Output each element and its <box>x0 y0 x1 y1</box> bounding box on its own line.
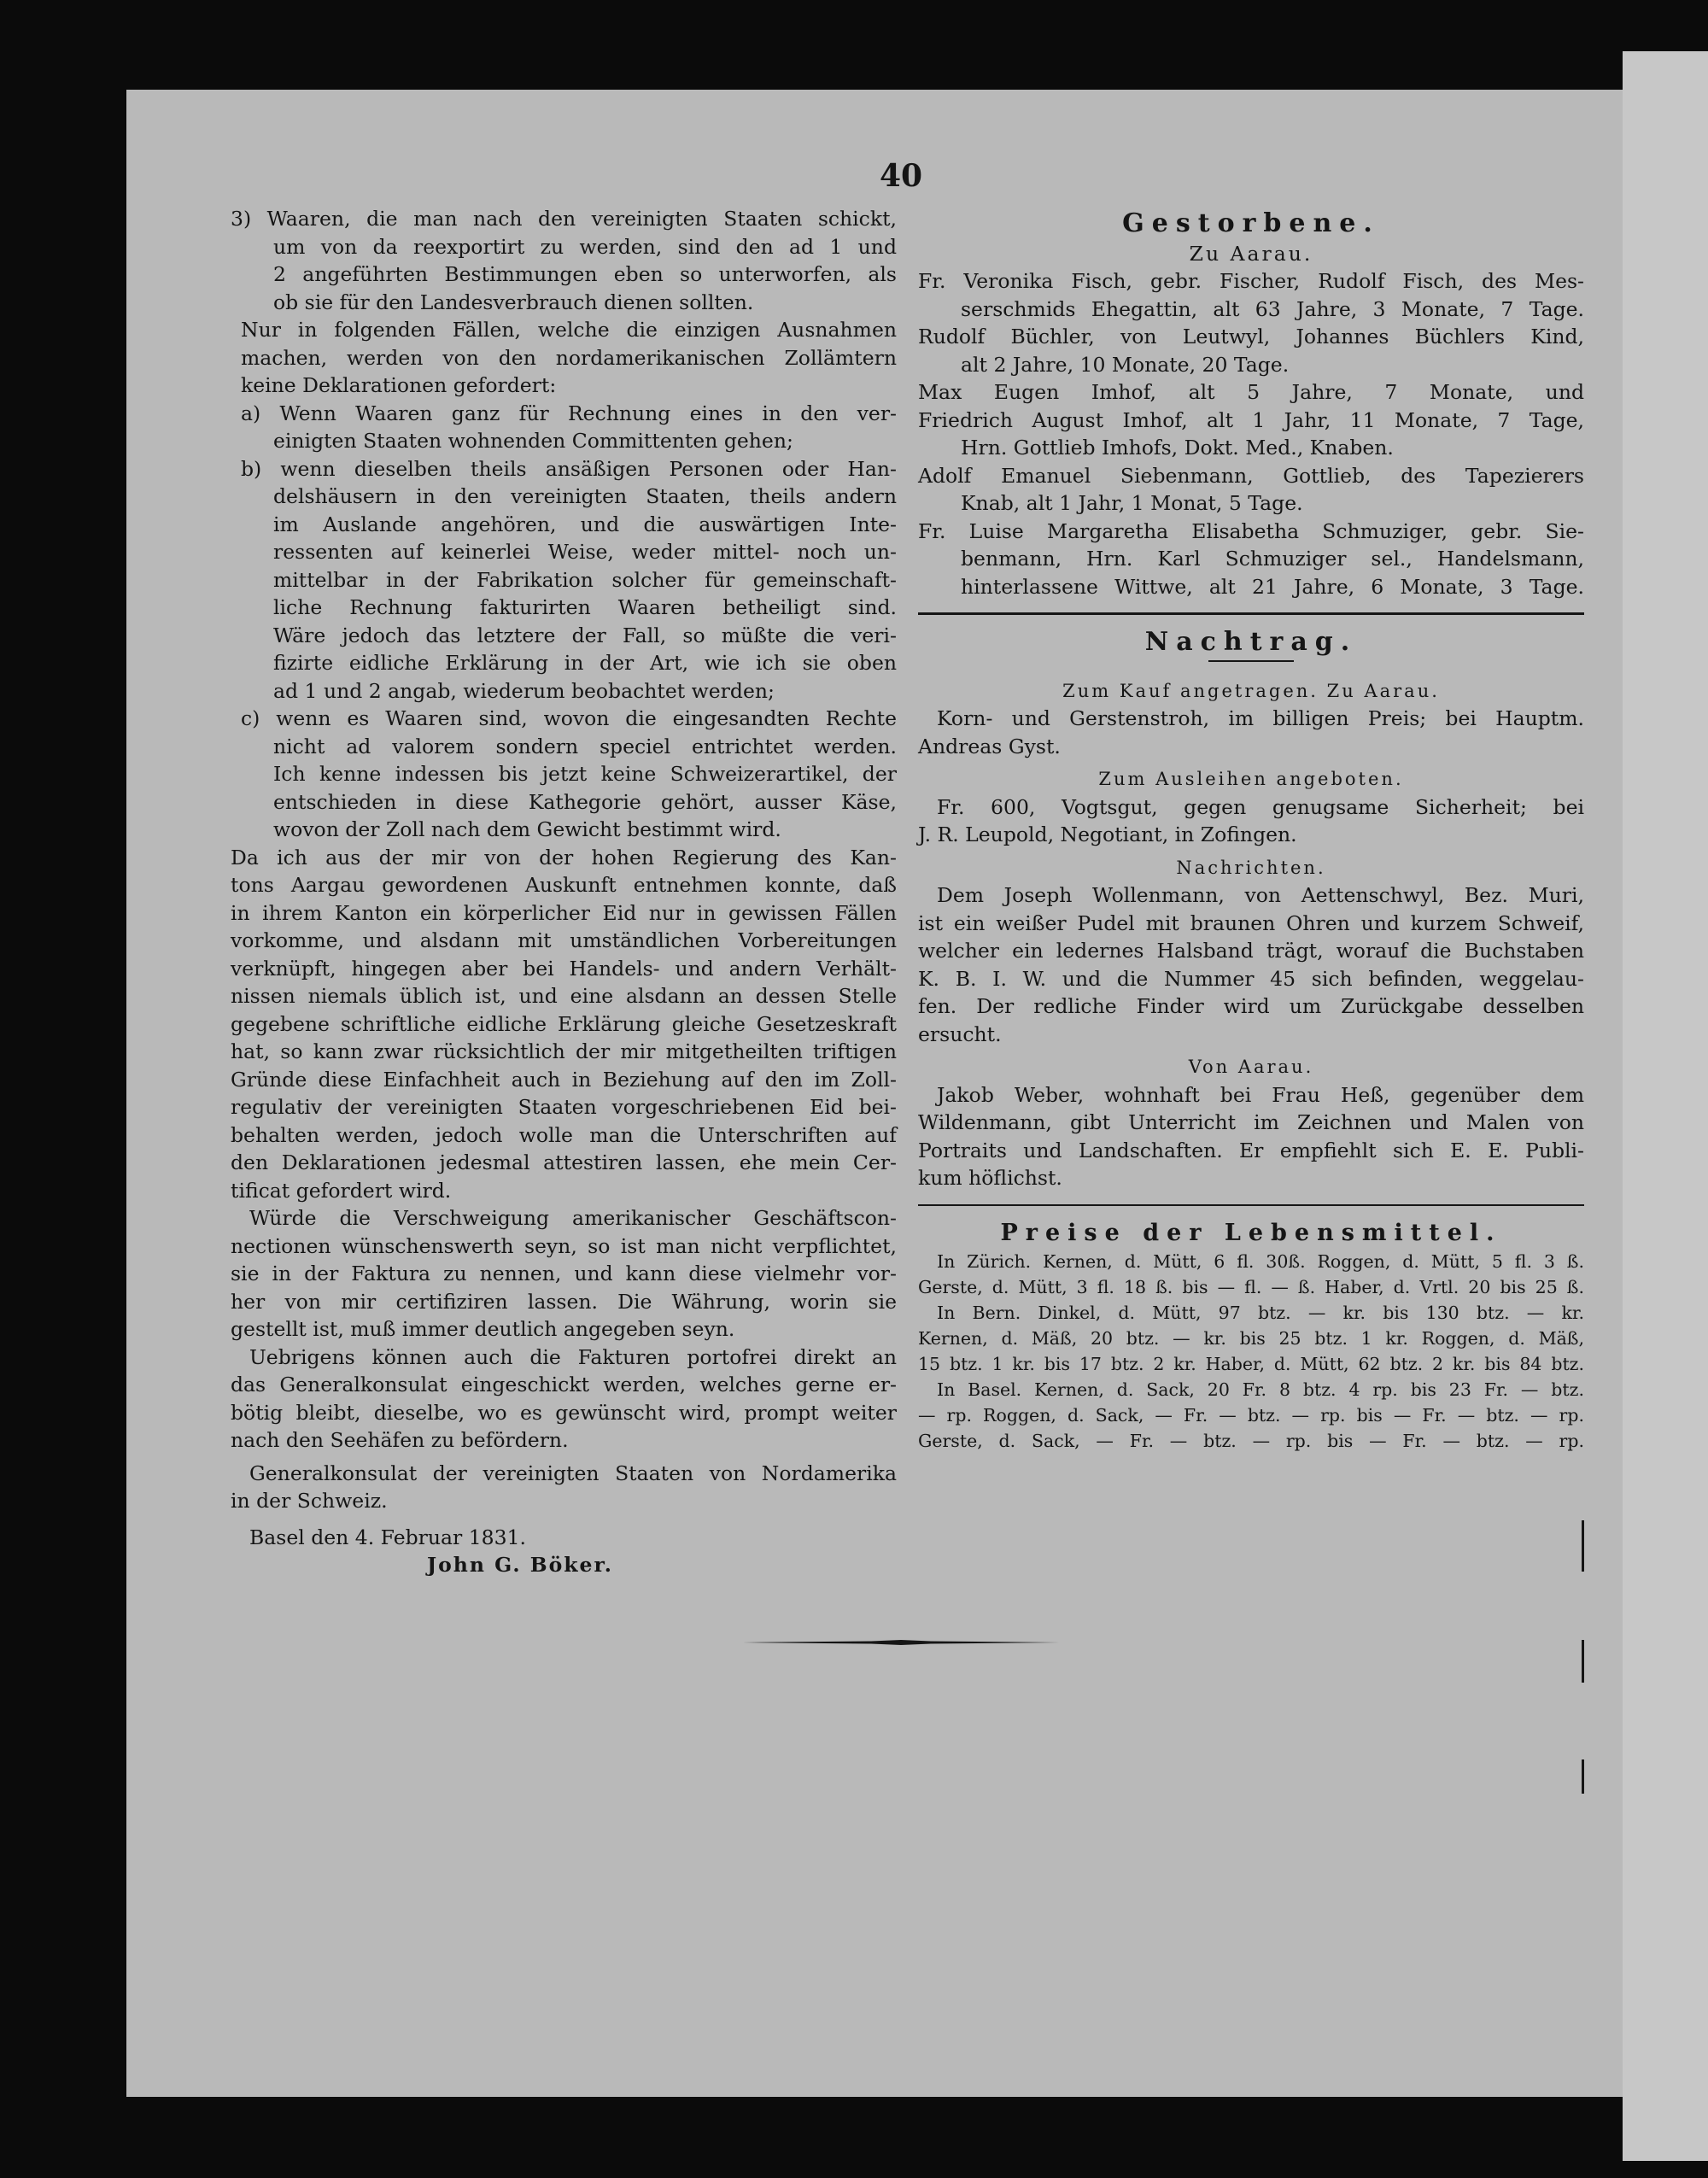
text-line: hinterlassene Wittwe, alt 21 Jahre, 6 Monate, 3 Tage. <box>961 574 1584 599</box>
right-column <box>918 205 1584 1454</box>
text-line: her von mir certifiziren lassen. Die Währung, worin sie <box>231 1289 897 1314</box>
dateline: Basel den 4. Februar 1831. <box>249 1525 527 1549</box>
from-aarau-heading: Von Aarau. <box>1188 1057 1314 1077</box>
text-line: Rudolf Büchler, von Leutwyl, Johannes Büchlers Kind, <box>918 325 1584 348</box>
text-line: Gerste, d. Mütt, 3 fl. 18 ß. bis — fl. — ß. Haber, d. Vrtl. 20 bis 25 ß. <box>918 1277 1584 1297</box>
death-entry <box>918 462 1584 518</box>
text-line: serschmids Ehegattin, alt 63 Jahre, 3 Monate, 7 Tage. <box>961 296 1584 321</box>
death-entry <box>918 518 1584 601</box>
paragraph-invoices <box>231 1344 897 1455</box>
text-line: b) wenn dieselben theils ansäßigen Personen oder Han- <box>241 456 897 481</box>
text-line: benmann, Hrn. Karl Schmuziger sel., Handelsmann, <box>961 547 1584 571</box>
text-line: 2 angeführten Bestimmungen eben so unterworfen, als <box>273 262 897 286</box>
text-line: behalten werden, jedoch wolle man die Unterschriften auf <box>231 1122 897 1147</box>
text-line: fizirte eidliche Erklärung in der Art, wie ich sie oben <box>273 651 897 675</box>
text-line: keine Deklarationen gefordert: <box>241 373 557 397</box>
text-line: in ihrem Kanton ein körperlicher Eid nur in gewissen Fällen <box>231 900 897 925</box>
text-line: 15 btz. 1 kr. bis 17 btz. 2 kr. Haber, d. Mütt, 62 btz. 2 kr. bis 84 btz. <box>918 1354 1584 1374</box>
text-line: In Basel. Kernen, d. Sack, 20 Fr. 8 btz. 4 rp. bis 23 Fr. — btz. <box>937 1379 1584 1400</box>
text-line: In Bern. Dinkel, d. Mütt, 97 btz. — kr. bis 130 btz. — kr. <box>937 1303 1584 1323</box>
text-line: Wäre jedoch das letztere der Fall, so müßte die veri- <box>273 623 897 647</box>
supplement-heading: Nachtrag. <box>1144 627 1358 657</box>
text-line: ressenten auf keinerlei Weise, weder mittel- noch un- <box>273 540 897 564</box>
text-line: Gerste, d. Sack, — Fr. — btz. — rp. bis — Fr. — btz. — rp. <box>918 1431 1584 1451</box>
text-line: sie in der Faktura zu nennen, und kann diese vielmehr vor- <box>231 1262 897 1285</box>
text-line: c) wenn es Waaren sind, wovon die eingesandten Rechte <box>241 706 897 730</box>
text-line: ist ein weißer Pudel mit braunen Ohren und kurzem Schweif, <box>918 910 1584 935</box>
text-line: bötig bleibt, dieselbe, wo es gewünscht wird, prompt weiter <box>231 1400 897 1425</box>
death-entry <box>918 378 1584 462</box>
text-line: welcher ein ledernes Halsband trägt, worauf die Buchstaben <box>918 939 1584 963</box>
case-a <box>231 400 897 455</box>
section-divider <box>918 612 1584 615</box>
text-line: hat, so kann zwar rücksichtlich der mir mitgetheilten triftigen <box>231 1039 897 1063</box>
text-line: alt 2 Jahre, 10 Monate, 20 Tage. <box>961 352 1290 377</box>
text-line: mittelbar in der Fabrikation solcher für gemeinschaft- <box>273 567 897 592</box>
text-line: Knab, alt 1 Jahr, 1 Monat, 5 Tage. <box>961 491 1303 515</box>
facing-page-edge <box>1623 51 1708 2161</box>
sale-heading: Zum Kauf angetragen. Zu Aarau. <box>1062 680 1440 701</box>
signature: John G. Böker. <box>427 1553 613 1577</box>
text-line: Friedrich August Imhof, alt 1 Jahr, 11 Monate, 7 Tage, <box>918 407 1584 432</box>
text-line: ersucht. <box>918 1022 1002 1046</box>
text-line: Hrn. Gottlieb Imhofs, Dokt. Med., Knaben. <box>961 436 1394 460</box>
text-line: J. R. Leupold, Negotiant, in Zofingen. <box>918 823 1297 846</box>
text-line: Gründe diese Einfachheit auch in Beziehung auf den im Zoll- <box>231 1067 897 1092</box>
text-line: Da ich aus der mir von der hohen Regierung des Kan- <box>231 845 897 869</box>
text-line: ad 1 und 2 angab, wiederum beobachtet werden; <box>273 678 775 703</box>
heading-underline <box>1208 660 1294 662</box>
text-line: nach den Seehäfen zu befördern. <box>231 1428 569 1452</box>
text-line: fen. Der redliche Finder wird um Zurückgabe desselben <box>918 994 1584 1018</box>
text-line: regulativ der vereinigten Staaten vorgeschriebenen Eid bei- <box>231 1095 897 1119</box>
text-line: Wildenmann, gibt Unterricht im Zeichnen und Malen von <box>918 1110 1584 1134</box>
loan-heading: Zum Ausleihen angeboten. <box>1098 769 1404 789</box>
left-column <box>231 205 897 1579</box>
closing-ornament <box>743 1640 1059 1645</box>
lesson-notice <box>918 1081 1584 1192</box>
paragraph-oath <box>231 844 897 1205</box>
text-line: tificat gefordert wird. <box>231 1178 452 1203</box>
text-line: Korn- und Gerstenstroh, im billigen Preis; bei Hauptm. <box>937 706 1584 730</box>
text-line: gestellt ist, muß immer deutlich angegeben seyn. <box>231 1317 735 1341</box>
text-line: machen, werden von den nordamerikanischen Zollämtern <box>241 345 897 370</box>
text-line: den Deklarationen jedesmal attestiren lassen, ehe mein Cer- <box>231 1150 897 1174</box>
text-line: delshäusern in den vereinigten Staaten, theils andern <box>273 484 897 508</box>
text-line: Fr. Luise Margaretha Elisabetha Schmuziger, gebr. Sie- <box>918 518 1584 543</box>
prices-zurich <box>918 1249 1584 1300</box>
text-line: im Auslande angehören, und die auswärtigen Inte- <box>273 512 897 536</box>
text-line: Würde die Verschweigung amerikanischer Geschäftscon- <box>249 1206 897 1230</box>
text-line: Ich kenne indessen bis jetzt keine Schweizerartikel, der <box>273 762 897 786</box>
paragraph-secrecy <box>231 1204 897 1344</box>
text-line: nectionen wünschenswerth seyn, so ist man nicht verpflichtet, <box>231 1233 897 1258</box>
text-line: Fr. Veronika Fisch, gebr. Fischer, Rudolf Fisch, des Mes- <box>918 269 1584 293</box>
text-line: Fr. 600, Vogtsgut, gegen genugsame Sicherheit; bei <box>937 794 1584 819</box>
item-3 <box>231 205 897 316</box>
text-line: Portraits und Landschaften. Er empfiehlt sich E. E. Publi- <box>918 1138 1584 1162</box>
text-line: kum höflichst. <box>918 1166 1062 1190</box>
text-line: K. B. I. W. und die Nummer 45 sich befinden, weggelau- <box>918 966 1584 991</box>
text-line: um von da reexportirt zu werden, sind den ad 1 und <box>273 234 897 259</box>
text-line: entschieden in diese Kathegorie gehört, ausser Käse, <box>273 789 897 814</box>
text-line: In Zürich. Kernen, d. Mütt, 6 fl. 30ß. Roggen, d. Mütt, 5 fl. 3 ß. <box>937 1251 1584 1272</box>
text-line: Andreas Gyst. <box>918 734 1061 758</box>
text-line: das Generalkonsulat eingeschickt werden, welches gerne er- <box>231 1373 897 1396</box>
news-heading: Nachrichten. <box>1176 857 1326 878</box>
text-line: ob sie für den Landesverbrauch dienen sollten. <box>273 290 754 314</box>
text-line: wovon der Zoll nach dem Gewicht bestimmt wird. <box>273 817 781 841</box>
section-divider <box>918 1204 1584 1206</box>
text-line: Uebrigens können auch die Fakturen portofrei direkt an <box>249 1344 897 1369</box>
text-line: Max Eugen Imhof, alt 5 Jahre, 7 Monate, und <box>918 380 1584 404</box>
text-line: verknüpft, hingegen aber bei Handels- und andern Verhält- <box>231 956 897 981</box>
exceptions-intro <box>231 316 897 400</box>
text-line: a) Wenn Waaren ganz für Rechnung eines in den ver- <box>241 401 897 425</box>
text-line: liche Rechnung fakturirten Waaren betheiligt sind. <box>273 595 897 619</box>
text-line: 3) Waaren, die man nach den vereinigten Staaten schickt, <box>231 207 897 231</box>
news-notice <box>918 881 1584 1048</box>
price-list <box>918 1249 1584 1454</box>
death-entry <box>918 323 1584 378</box>
text-line: gegebene schriftliche eidliche Erklärung gleiche Gesetzeskraft <box>231 1011 897 1036</box>
text-line: Kernen, d. Mäß, 20 btz. — kr. bis 25 btz. 1 kr. Roggen, d. Mäß, <box>918 1328 1584 1349</box>
text-line: nicht ad valorem sondern speciel entrichtet werden. <box>273 734 897 758</box>
prices-basel <box>918 1377 1584 1454</box>
text-line: — rp. Roggen, d. Sack, — Fr. — btz. — rp. bis — Fr. — btz. — rp. <box>918 1405 1584 1426</box>
page-number: 40 <box>880 158 923 194</box>
text-line: Generalkonsulat der vereinigten Staaten von Nordamerika <box>249 1461 897 1485</box>
sale-notice <box>918 705 1584 760</box>
text-line: nissen niemals üblich ist, und eine alsdann an dessen Stelle <box>231 984 897 1008</box>
text-line: in der Schweiz. <box>231 1489 388 1513</box>
paragraph-consulate <box>231 1460 897 1515</box>
text-line: Jakob Weber, wohnhaft bei Frau Heß, gegenüber dem <box>937 1082 1584 1107</box>
case-b <box>231 455 897 706</box>
deaths-place: Zu Aarau. <box>1189 241 1313 266</box>
case-c <box>231 705 897 844</box>
prices-heading: Preise der Lebensmittel. <box>1000 1219 1502 1246</box>
margin-marks <box>1582 1520 1587 1811</box>
text-line: Adolf Emanuel Siebenmann, Gottlieb, des Tapezierers <box>918 463 1584 488</box>
text-line: einigten Staaten wohnenden Committenten gehen; <box>273 429 793 453</box>
death-entry <box>918 267 1584 323</box>
text-line: Dem Joseph Wollenmann, von Aettenschwyl, Bez. Muri, <box>937 883 1584 907</box>
text-line: tons Aargau gewordenen Auskunft entnehmen konnte, daß <box>231 873 897 897</box>
deaths-heading: Gestorbene. <box>1122 208 1380 238</box>
prices-bern <box>918 1300 1584 1377</box>
text-line: Nur in folgenden Fällen, welche die einzigen Ausnahmen <box>241 318 897 342</box>
text-line: vorkomme, und alsdann mit umständlichen Vorbereitungen <box>231 928 897 952</box>
loan-notice <box>918 793 1584 849</box>
